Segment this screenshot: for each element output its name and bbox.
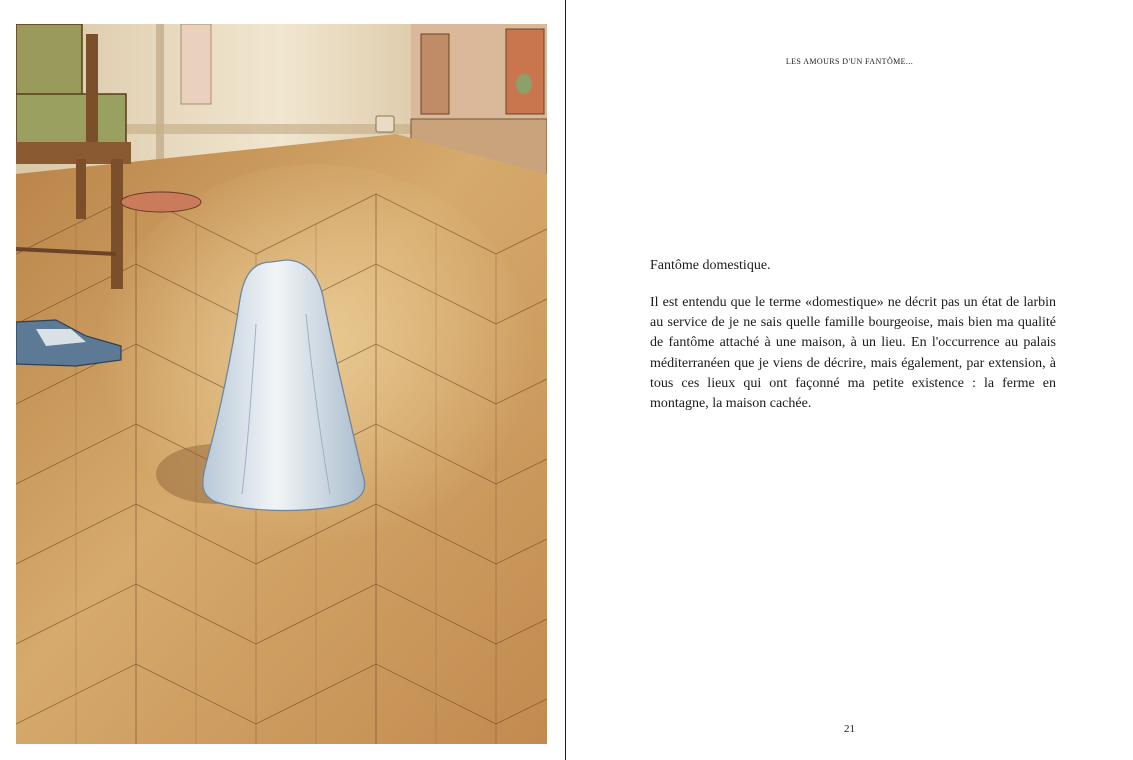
- ghost-illustration-svg: [16, 24, 547, 744]
- page-number: 21: [844, 723, 855, 735]
- left-page: [0, 0, 565, 760]
- section-title: Fantôme domestique.: [650, 258, 771, 273]
- body-paragraph: Il est entendu que le terme «domestique» ne décrit pas un état de larbin au service de je ne sais quelle famille bourgeoise, mais bien ma qualité de fantôme attaché à une maison, à un lieu. En l'occurrence au palais méditerranéen que je viens de décrire, mais également, par extension, à tous ces lieux qui ont façonné ma petite existence : la ferme en montagne, la maison cachée.: [650, 295, 1056, 412]
- wall-outlet: [376, 116, 394, 132]
- watercolor-illustration: [16, 24, 547, 744]
- slipper: [121, 192, 201, 212]
- right-page: [566, 0, 1133, 760]
- running-head: LES AMOURS D'UN FANTÔME...: [785, 57, 914, 66]
